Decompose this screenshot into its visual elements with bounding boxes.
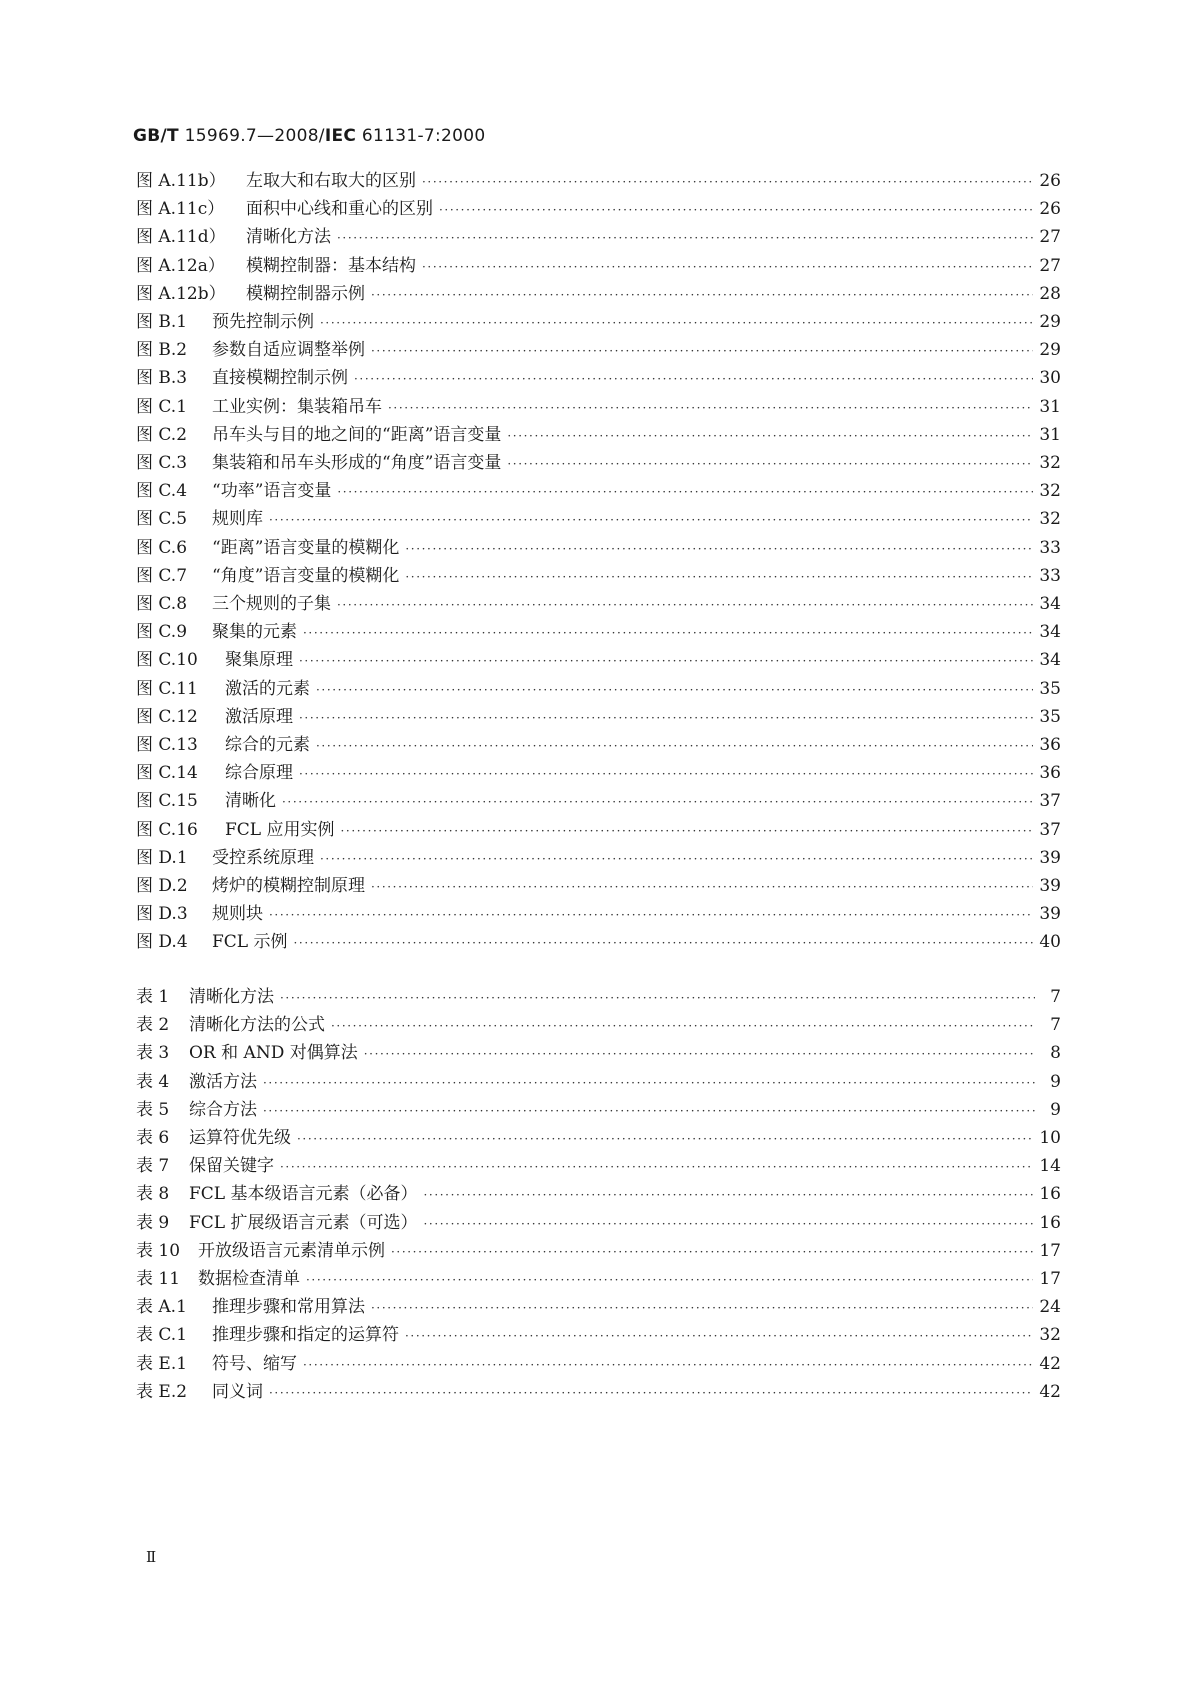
entry-title: 面积中心线和重心的区别 xyxy=(246,199,433,220)
entry-title: 预先控制示例 xyxy=(212,312,314,332)
figure-entry[interactable] xyxy=(136,902,1061,926)
entry-label: 图 A.12b） xyxy=(136,283,226,304)
leader-dots xyxy=(263,1099,1035,1123)
leader-dots xyxy=(405,537,1033,561)
entry-page-number: 26 xyxy=(1039,171,1061,191)
figure-entry[interactable] xyxy=(136,733,1061,757)
entry-title: 运算符优先级 xyxy=(189,1128,291,1148)
entry-label: 图 D.3 xyxy=(136,904,188,925)
table-entry[interactable] xyxy=(136,1323,1061,1347)
figure-entry[interactable] xyxy=(136,789,1061,813)
leader-dots xyxy=(405,1324,1033,1348)
entry-label: 表 9 xyxy=(136,1212,170,1233)
entry-label: 图 C.14 xyxy=(136,763,198,784)
entry-label: 表 8 xyxy=(136,1184,170,1205)
leader-dots xyxy=(320,847,1033,871)
document-header xyxy=(133,126,486,146)
entry-title: 受控系统原理 xyxy=(212,847,314,868)
entry-title: 聚集的元素 xyxy=(212,622,297,643)
entry-label: 图 B.3 xyxy=(136,368,188,389)
leader-dots xyxy=(422,170,1033,194)
entry-page-number: 10 xyxy=(1039,1128,1061,1148)
leader-dots xyxy=(391,1240,1033,1264)
entry-page-number: 7 xyxy=(1050,987,1061,1007)
entry-title: 清晰化方法 xyxy=(189,987,274,1007)
entry-label: 图 C.10 xyxy=(136,650,198,671)
entry-page-number: 29 xyxy=(1039,340,1061,361)
leader-dots xyxy=(354,367,1033,391)
table-entry[interactable] xyxy=(136,1070,1061,1094)
entry-page-number: 39 xyxy=(1039,847,1061,868)
entry-label: 表 10 xyxy=(136,1240,181,1261)
entry-label: 图 C.3 xyxy=(136,453,188,473)
entry-title: “距离”语言变量的模糊化 xyxy=(212,537,400,558)
leader-dots xyxy=(364,1042,1035,1066)
entry-title: “角度”语言变量的模糊化 xyxy=(212,565,400,586)
entry-title: 清晰化方法 xyxy=(246,227,331,248)
entry-label: 图 C.16 xyxy=(136,819,198,840)
entry-page-number: 8 xyxy=(1050,1043,1061,1064)
entry-title: 激活原理 xyxy=(225,706,293,727)
entry-label: 表 11 xyxy=(136,1269,181,1289)
entry-label: 表 A.1 xyxy=(136,1297,187,1318)
entry-label: 图 A.12a） xyxy=(136,255,225,276)
leader-dots xyxy=(294,931,1034,955)
figure-entry[interactable] xyxy=(136,846,1061,870)
entry-label: 图 C.8 xyxy=(136,594,188,614)
leader-dots xyxy=(269,903,1033,927)
entry-page-number: 33 xyxy=(1039,565,1061,586)
leader-dots xyxy=(388,396,1033,420)
leader-dots xyxy=(316,734,1033,758)
entry-title: 聚集原理 xyxy=(225,650,293,671)
entry-label: 表 4 xyxy=(136,1071,170,1092)
figure-entry[interactable] xyxy=(136,648,1061,672)
entry-page-number: 36 xyxy=(1039,735,1061,755)
entry-title: FCL 应用实例 xyxy=(225,819,335,840)
entry-label: 图 C.4 xyxy=(136,481,188,502)
iec-number: 61131-7:2000 xyxy=(361,126,486,146)
entry-label: 图 A.11c） xyxy=(136,199,225,220)
table-entry[interactable] xyxy=(136,1352,1061,1376)
figure-entry[interactable] xyxy=(136,705,1061,729)
leader-dots xyxy=(280,986,1035,1010)
figure-entry[interactable] xyxy=(136,930,1061,954)
table-entry[interactable] xyxy=(136,1239,1061,1263)
table-entry[interactable] xyxy=(136,1380,1061,1404)
leader-dots xyxy=(299,649,1033,673)
table-entry[interactable] xyxy=(136,1041,1061,1065)
leader-dots xyxy=(263,1071,1035,1095)
entry-label: 图 C.5 xyxy=(136,509,188,530)
table-entry[interactable] xyxy=(136,1013,1061,1037)
entry-page-number: 29 xyxy=(1039,312,1061,332)
entry-label: 表 2 xyxy=(136,1015,170,1036)
entry-label: 图 B.1 xyxy=(136,312,188,332)
table-entry[interactable] xyxy=(136,985,1061,1009)
entry-label: 图 D.1 xyxy=(136,847,188,868)
leader-dots xyxy=(297,1127,1033,1151)
table-entry[interactable] xyxy=(136,1182,1061,1206)
leader-dots xyxy=(507,424,1033,448)
entry-label: 表 E.2 xyxy=(136,1381,188,1402)
entry-page-number: 31 xyxy=(1039,396,1061,417)
entry-title: 综合方法 xyxy=(189,1099,257,1120)
entry-page-number: 37 xyxy=(1039,791,1061,812)
entry-title: 综合的元素 xyxy=(225,735,310,755)
entry-page-number: 32 xyxy=(1039,1325,1061,1346)
figure-entry[interactable] xyxy=(136,338,1061,362)
figure-entry[interactable] xyxy=(136,169,1061,193)
leader-dots xyxy=(371,1296,1033,1320)
entry-page-number: 34 xyxy=(1039,650,1061,671)
entry-label: 表 6 xyxy=(136,1128,170,1148)
figure-entry[interactable] xyxy=(136,451,1061,475)
leader-dots xyxy=(371,875,1033,899)
entry-page-number: 16 xyxy=(1039,1184,1061,1205)
leader-dots xyxy=(282,790,1033,814)
entry-label: 图 C.11 xyxy=(136,678,198,699)
leader-dots xyxy=(337,593,1033,617)
entry-title: 推理步骤和指定的运算符 xyxy=(212,1325,399,1346)
entry-title: 模糊控制器示例 xyxy=(246,283,365,304)
entry-title: 集装箱和吊车头形成的“角度”语言变量 xyxy=(212,453,502,473)
entry-page-number: 40 xyxy=(1039,932,1061,953)
entry-page-number: 35 xyxy=(1039,706,1061,727)
entry-label: 表 7 xyxy=(136,1156,170,1177)
figure-entry[interactable] xyxy=(136,366,1061,390)
entry-page-number: 31 xyxy=(1039,424,1061,445)
entry-title: FCL 扩展级语言元素（可选） xyxy=(189,1212,418,1233)
entry-label: 图 C.9 xyxy=(136,622,188,643)
entry-label: 图 D.2 xyxy=(136,876,188,896)
leader-dots xyxy=(269,1381,1033,1405)
figure-entry[interactable] xyxy=(136,507,1061,531)
entry-title: 激活的元素 xyxy=(225,678,310,699)
entry-label: 图 C.1 xyxy=(136,396,188,417)
page-number: Ⅱ xyxy=(146,1548,157,1566)
entry-title: 模糊控制器：基本结构 xyxy=(246,255,416,276)
entry-title: 烤炉的模糊控制原理 xyxy=(212,876,365,896)
entry-label: 图 C.2 xyxy=(136,424,188,445)
entry-label: 图 C.6 xyxy=(136,537,188,558)
entry-label: 表 5 xyxy=(136,1099,170,1120)
entry-page-number: 37 xyxy=(1039,819,1061,840)
leader-dots xyxy=(280,1155,1033,1179)
entry-page-number: 9 xyxy=(1050,1071,1061,1092)
entry-page-number: 26 xyxy=(1039,199,1061,220)
entry-label: 图 C.7 xyxy=(136,565,188,586)
entry-page-number: 42 xyxy=(1039,1381,1061,1402)
entry-title: 清晰化方法的公式 xyxy=(189,1015,325,1036)
entry-title: 规则块 xyxy=(212,904,263,925)
leader-dots xyxy=(303,621,1033,645)
entry-title: OR 和 AND 对偶算法 xyxy=(189,1043,358,1064)
entry-page-number: 36 xyxy=(1039,763,1061,784)
leader-dots xyxy=(269,508,1033,532)
entry-title: 工业实例：集装箱吊车 xyxy=(212,396,382,417)
leader-dots xyxy=(424,1212,1034,1236)
entry-title: 数据检查清单 xyxy=(198,1269,300,1289)
leader-dots xyxy=(422,255,1033,279)
table-entry[interactable] xyxy=(136,1098,1061,1122)
leader-dots xyxy=(405,565,1033,589)
entry-title: FCL 示例 xyxy=(212,932,288,953)
table-entry[interactable] xyxy=(136,1126,1061,1150)
leader-dots xyxy=(303,1353,1033,1377)
standard-code: GB/T xyxy=(133,126,179,146)
leader-dots xyxy=(337,480,1033,504)
entry-label: 图 D.4 xyxy=(136,932,188,953)
leader-dots xyxy=(371,339,1033,363)
figure-entry[interactable] xyxy=(136,818,1061,842)
leader-dots xyxy=(299,706,1033,730)
table-entry[interactable] xyxy=(136,1267,1061,1291)
leader-dots xyxy=(320,311,1033,335)
leader-dots xyxy=(439,198,1033,222)
figure-entry[interactable] xyxy=(136,536,1061,560)
entry-title: 左取大和右取大的区别 xyxy=(246,171,416,191)
entry-title: 激活方法 xyxy=(189,1071,257,1092)
leader-dots xyxy=(299,762,1033,786)
entry-title: 同义词 xyxy=(212,1381,263,1402)
figure-entry[interactable] xyxy=(136,761,1061,785)
entry-label: 图 B.2 xyxy=(136,340,188,361)
entry-label: 图 C.13 xyxy=(136,735,198,755)
entry-page-number: 27 xyxy=(1039,255,1061,276)
entry-title: FCL 基本级语言元素（必备） xyxy=(189,1184,418,1205)
entry-label: 表 C.1 xyxy=(136,1325,188,1346)
figure-entry[interactable] xyxy=(136,225,1061,249)
entry-title: 吊车头与目的地之间的“距离”语言变量 xyxy=(212,424,502,445)
figure-entry[interactable] xyxy=(136,620,1061,644)
leader-dots xyxy=(306,1268,1033,1292)
entry-page-number: 28 xyxy=(1039,283,1061,304)
entry-page-number: 17 xyxy=(1039,1240,1061,1261)
figure-entry[interactable] xyxy=(136,282,1061,306)
figure-entry[interactable] xyxy=(136,874,1061,898)
table-entry[interactable] xyxy=(136,1154,1061,1178)
entry-title: 直接模糊控制示例 xyxy=(212,368,348,389)
figure-entry[interactable] xyxy=(136,592,1061,616)
entry-title: 三个规则的子集 xyxy=(212,594,331,614)
leader-dots xyxy=(341,819,1034,843)
entry-title: 保留关键字 xyxy=(189,1156,274,1177)
entry-page-number: 9 xyxy=(1050,1099,1061,1120)
entry-page-number: 39 xyxy=(1039,904,1061,925)
entry-title: 规则库 xyxy=(212,509,263,530)
entry-title: 推理步骤和常用算法 xyxy=(212,1297,365,1318)
entry-page-number: 33 xyxy=(1039,537,1061,558)
entry-page-number: 34 xyxy=(1039,622,1061,643)
entry-title: 开放级语言元素清单示例 xyxy=(198,1240,385,1261)
entry-label: 图 C.12 xyxy=(136,706,198,727)
iec-code: IEC xyxy=(324,126,357,146)
entry-label: 图 C.15 xyxy=(136,791,198,812)
figure-entry[interactable] xyxy=(136,479,1061,503)
figure-entry[interactable] xyxy=(136,310,1061,334)
leader-dots xyxy=(424,1183,1034,1207)
entry-title: “功率”语言变量 xyxy=(212,481,332,502)
entry-page-number: 7 xyxy=(1050,1015,1061,1036)
figure-entry[interactable] xyxy=(136,395,1061,419)
entry-page-number: 39 xyxy=(1039,876,1061,896)
leader-dots xyxy=(337,226,1033,250)
table-entry[interactable] xyxy=(136,1295,1061,1319)
figure-entry[interactable] xyxy=(136,197,1061,221)
leader-dots xyxy=(316,678,1033,702)
leader-dots xyxy=(331,1014,1035,1038)
entry-page-number: 16 xyxy=(1039,1212,1061,1233)
entry-page-number: 34 xyxy=(1039,594,1061,614)
leader-dots xyxy=(507,452,1033,476)
standard-number: 15969.7—2008/ xyxy=(184,126,325,146)
figure-entry[interactable] xyxy=(136,677,1061,701)
entry-title: 综合原理 xyxy=(225,763,293,784)
entry-page-number: 32 xyxy=(1039,509,1061,530)
figure-entry[interactable] xyxy=(136,423,1061,447)
entry-label: 表 1 xyxy=(136,987,170,1007)
entry-title: 符号、缩写 xyxy=(212,1353,297,1374)
entry-label: 表 E.1 xyxy=(136,1353,188,1374)
entry-label: 表 3 xyxy=(136,1043,170,1064)
entry-label: 图 A.11d） xyxy=(136,227,226,248)
entry-page-number: 42 xyxy=(1039,1353,1061,1374)
entry-page-number: 32 xyxy=(1039,481,1061,502)
entry-title: 参数自适应调整举例 xyxy=(212,340,365,361)
entry-title: 清晰化 xyxy=(225,791,276,812)
entry-page-number: 32 xyxy=(1039,453,1061,473)
entry-page-number: 24 xyxy=(1039,1297,1061,1318)
figure-entry[interactable] xyxy=(136,254,1061,278)
entry-page-number: 17 xyxy=(1039,1269,1061,1289)
leader-dots xyxy=(371,283,1033,307)
entry-page-number: 14 xyxy=(1039,1156,1061,1177)
entry-label: 图 A.11b） xyxy=(136,171,226,191)
entry-page-number: 27 xyxy=(1039,227,1061,248)
entry-page-number: 30 xyxy=(1039,368,1061,389)
entry-page-number: 35 xyxy=(1039,678,1061,699)
table-entry[interactable] xyxy=(136,1211,1061,1235)
figure-entry[interactable] xyxy=(136,564,1061,588)
